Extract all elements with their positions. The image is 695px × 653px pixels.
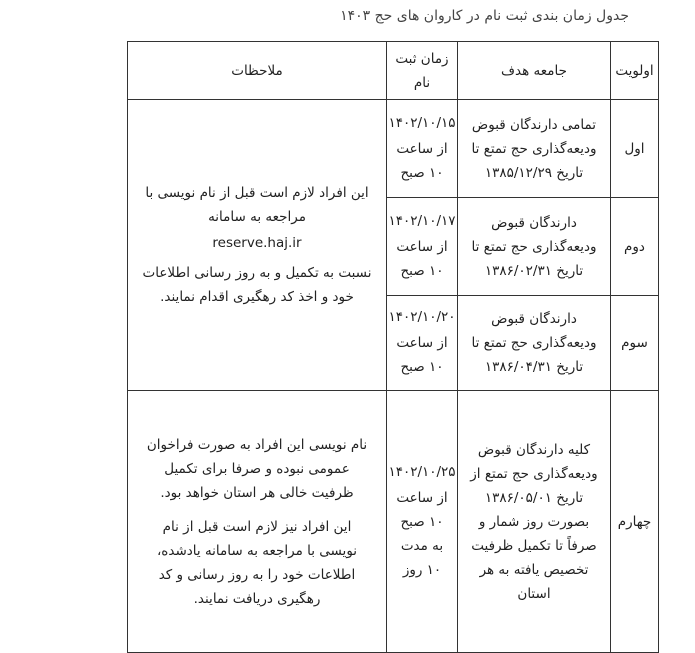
notes-row4-p2: این افراد نیز لازم است قبل از نام نویسی با مراجعه به سامانه یادشده، اطلاعات خود را به روز رسانی و کد رهگیری دریافت نمایند. bbox=[156, 518, 358, 607]
schedule-table bbox=[127, 41, 659, 653]
row-date: ۱۴۰۲/۱۰/۱۷ bbox=[388, 212, 456, 229]
row-date: ۱۴۰۲/۱۰/۲۵ bbox=[388, 463, 456, 480]
row-priority: دوم bbox=[611, 198, 659, 296]
row-time-text: از ساعت ۱۰ صبح bbox=[396, 140, 448, 181]
row-date: ۱۴۰۲/۱۰/۱۵ bbox=[388, 114, 456, 131]
row-target-text: تمامی دارندگان قبوض ودیعه‌گذاری حج تمتع تا تاریخ ۱۳۸۵/۱۲/۲۹ bbox=[471, 116, 597, 181]
row-target bbox=[458, 198, 611, 296]
row-target-text: کلیه دارندگان قبوض ودیعه‌گذاری حج تمتع از تاریخ ۱۳۸۶/۰۵/۰۱ بصورت روز شمار و صرفاً تا تکمیل ظرفیت تخصیص یافته به هر استان bbox=[470, 441, 598, 602]
header-priority: اولویت bbox=[611, 42, 659, 100]
header-time bbox=[387, 42, 458, 100]
notes-row4-p1: نام نویسی این افراد به صورت فراخوان عمومی نبوده و صرفا برای تکمیل ظرفیت خالی هر استان خواهد بود. bbox=[146, 436, 368, 501]
row-priority: چهارم bbox=[611, 391, 659, 653]
notes-line1: این افراد لازم است قبل از نام نویسی با مراجعه به سامانه bbox=[145, 185, 369, 225]
header-target: جامعه هدف bbox=[458, 42, 611, 100]
row-target bbox=[458, 100, 611, 198]
notes-group bbox=[128, 100, 387, 391]
row-time bbox=[387, 296, 458, 391]
notes-line2: نسبت به تکمیل و به روز رسانی اطلاعات خود و اخذ کد رهگیری اقدام نمایند. bbox=[142, 265, 372, 305]
row-date: ۱۴۰۲/۱۰/۲۰ bbox=[388, 309, 456, 325]
row-target bbox=[458, 296, 611, 391]
notes-site: reserve.haj.ir bbox=[212, 235, 302, 251]
row-time bbox=[387, 100, 458, 198]
row-time bbox=[387, 391, 458, 653]
header-notes: ملاحظات bbox=[128, 42, 387, 100]
row-target-text: دارندگان قبوض ودیعه‌گذاری حج تمتع تا تاریخ ۱۳۸۶/۰۴/۳۱ bbox=[471, 311, 597, 375]
row-priority: سوم bbox=[611, 296, 659, 391]
row-target bbox=[458, 391, 611, 653]
row-time-text: از ساعت ۱۰ صبح bbox=[396, 335, 448, 375]
header-time-label: زمان ثبت نام bbox=[395, 50, 449, 91]
table-header-row bbox=[128, 42, 659, 100]
table-title: جدول زمان بندی ثبت نام در کاروان های حج ۱۴۰۳ bbox=[340, 8, 629, 24]
table-row bbox=[128, 100, 659, 198]
row-target-text: دارندگان قبوض ودیعه‌گذاری حج تمتع تا تاریخ ۱۳۸۶/۰۲/۳۱ bbox=[471, 214, 597, 279]
table-row bbox=[128, 391, 659, 653]
row-time-text: از ساعت ۱۰ صبح bbox=[396, 238, 448, 279]
row-time bbox=[387, 198, 458, 296]
notes-row4 bbox=[128, 391, 387, 653]
row-time-text: از ساعت ۱۰ صبح به مدت ۱۰ روز bbox=[396, 489, 448, 578]
row-priority: اول bbox=[611, 100, 659, 198]
